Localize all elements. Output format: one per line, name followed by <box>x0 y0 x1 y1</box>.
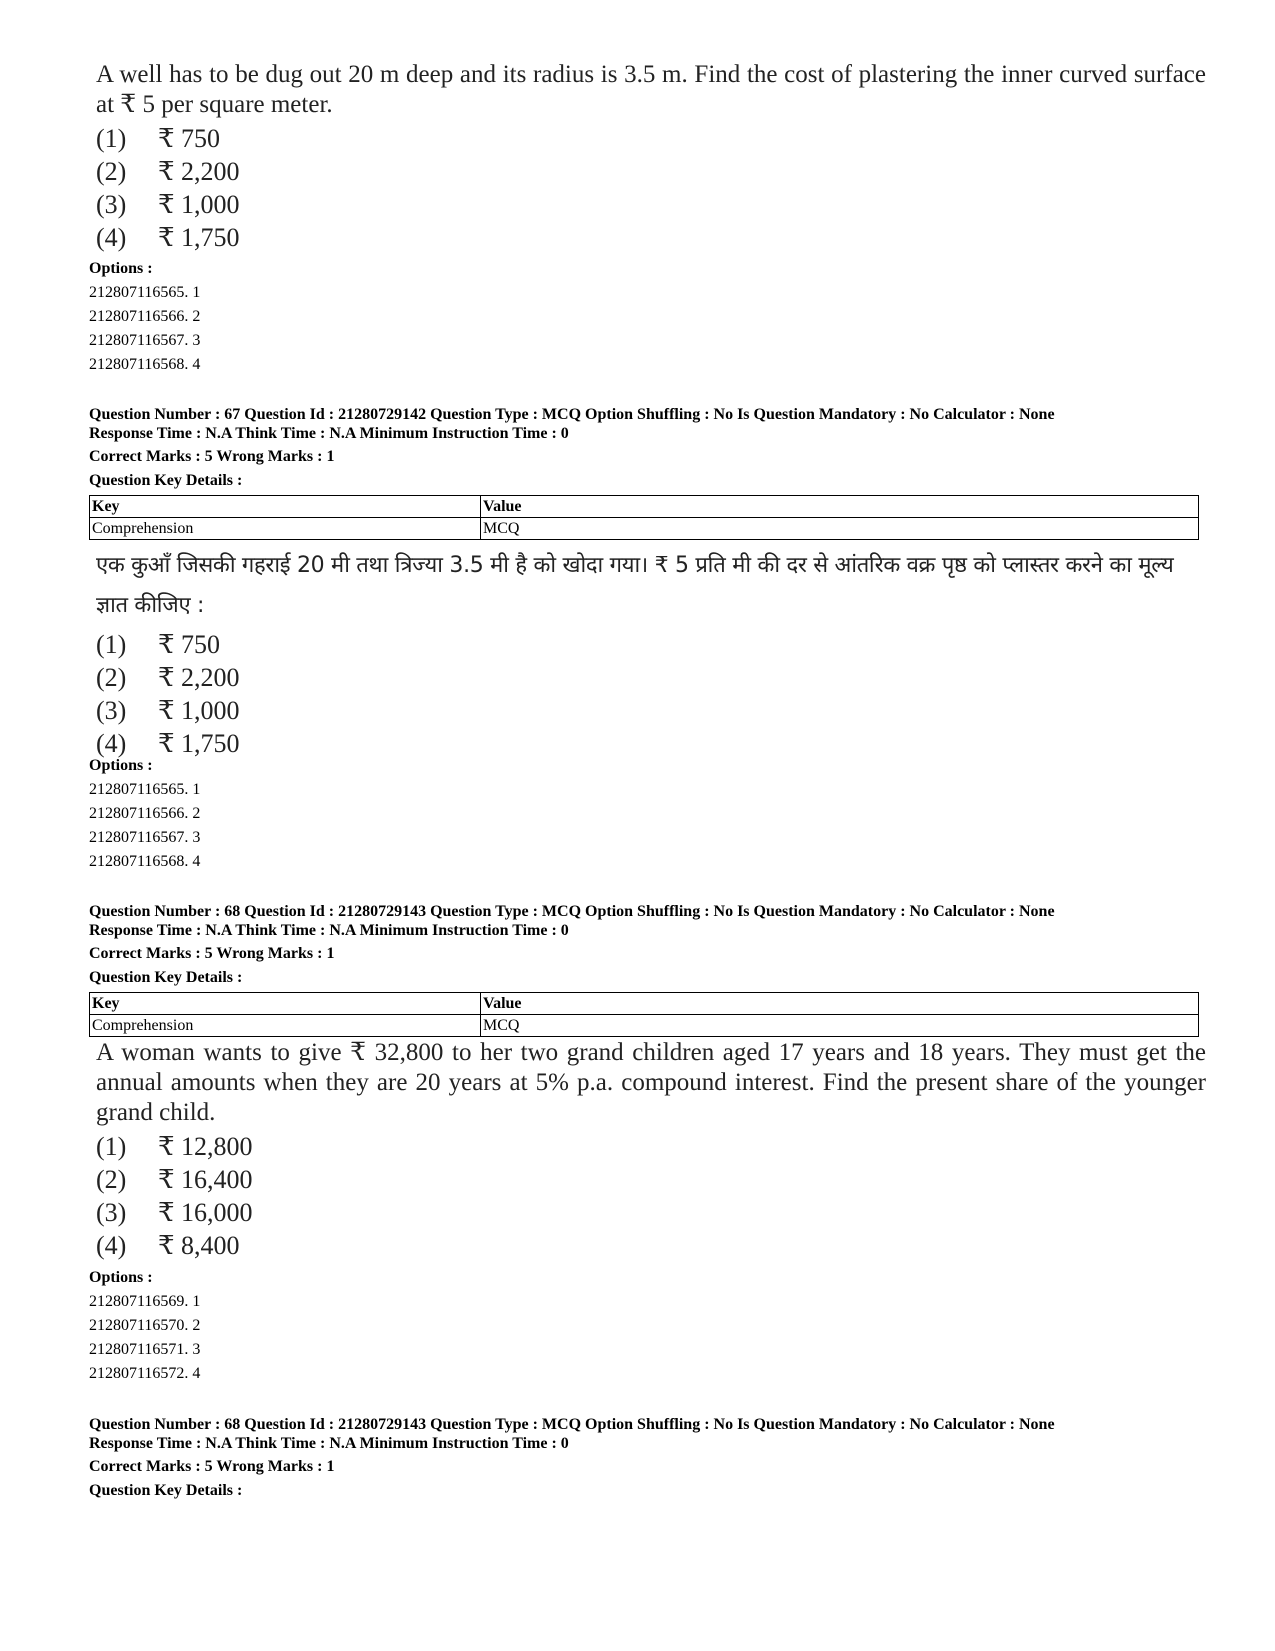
question-header-line: Question Number : 68 Question Id : 21280729143 Question Type : MCQ Option Shuffling : No Is Question Mandatory : No Calculator : None <box>89 903 1055 920</box>
question-68-english-block <box>96 1038 1206 1262</box>
choice-list <box>96 122 1206 254</box>
choice-item <box>96 155 1206 188</box>
question-68-header <box>89 902 1199 1037</box>
choice-value: ₹ 750 <box>158 124 221 153</box>
question-header-line: Question Number : 67 Question Id : 21280729142 Question Type : MCQ Option Shuffling : No Is Question Mandatory : No Calculator : None <box>89 406 1055 423</box>
choice-value: ₹ 2,200 <box>158 157 240 186</box>
table-cell-key: Comprehension <box>90 518 481 540</box>
choice-number: (1) <box>96 124 127 153</box>
options-label: Options : <box>89 260 153 277</box>
choice-number: (2) <box>96 1165 127 1194</box>
choice-number: (2) <box>96 157 127 186</box>
options-block <box>89 1266 1199 1386</box>
marks-line: Correct Marks : 5 Wrong Marks : 1 <box>89 1458 335 1475</box>
question-text: एक कुआँ जिसकी गहराई 20 मी तथा त्रिज्या 3.5 मी है को खोदा गया। ₹ 5 प्रति मी की दर से आंतरिक वक्र पृष्ठ को प्लास्तर करने का मूल्य ज्ञात कीजिए : <box>96 553 1174 618</box>
option-id: 212807116565. 1 <box>89 284 201 301</box>
choice-item <box>96 1163 1206 1196</box>
choice-item <box>96 1229 1206 1262</box>
question-text: A well has to be dug out 20 m deep and its radius is 3.5 m. Find the cost of plastering the inner curved surface at ₹ 5 per square meter. <box>96 61 1206 118</box>
option-id: 212807116567. 3 <box>89 829 201 846</box>
options-label: Options : <box>89 1269 153 1286</box>
choice-number: (4) <box>96 223 127 252</box>
table-cell-value: MCQ <box>481 518 1199 540</box>
choice-item <box>96 1130 1206 1163</box>
option-id: 212807116572. 4 <box>89 1365 201 1382</box>
choice-number: (4) <box>96 1231 127 1260</box>
choice-value: ₹ 12,800 <box>158 1132 253 1161</box>
option-id: 212807116568. 4 <box>89 356 201 373</box>
question-66-english-block <box>96 60 1206 254</box>
table-header-key: Key <box>90 993 481 1015</box>
option-id: 212807116571. 3 <box>89 1341 201 1358</box>
option-id: 212807116570. 2 <box>89 1317 201 1334</box>
question-header-line: Response Time : N.A Think Time : N.A Minimum Instruction Time : 0 <box>89 922 569 939</box>
choice-value: ₹ 750 <box>158 630 221 659</box>
choice-item <box>96 1196 1206 1229</box>
option-id: 212807116565. 1 <box>89 781 201 798</box>
choice-item <box>96 628 1206 661</box>
marks-line: Correct Marks : 5 Wrong Marks : 1 <box>89 448 335 465</box>
choice-value: ₹ 16,400 <box>158 1165 253 1194</box>
option-id: 212807116566. 2 <box>89 805 201 822</box>
question-67-header <box>89 405 1199 540</box>
table-header-value: Value <box>481 993 1199 1015</box>
choice-item <box>96 122 1206 155</box>
option-id: 212807116568. 4 <box>89 853 201 870</box>
choice-value: ₹ 16,000 <box>158 1198 253 1227</box>
table-cell-key: Comprehension <box>90 1015 481 1037</box>
option-id: 212807116566. 2 <box>89 308 201 325</box>
question-header-line: Response Time : N.A Think Time : N.A Minimum Instruction Time : 0 <box>89 425 569 442</box>
choice-number: (4) <box>96 729 127 758</box>
question-header-line: Response Time : N.A Think Time : N.A Minimum Instruction Time : 0 <box>89 1435 569 1452</box>
table-header-key: Key <box>90 496 481 518</box>
choice-number: (3) <box>96 1198 127 1227</box>
table-header-value: Value <box>481 496 1199 518</box>
choice-item <box>96 221 1206 254</box>
choice-value: ₹ 1,750 <box>158 729 240 758</box>
key-details-label: Question Key Details : <box>89 1482 243 1499</box>
option-id: 212807116569. 1 <box>89 1293 201 1310</box>
question-text: A woman wants to give ₹ 32,800 to her two grand children aged 17 years and 18 years. They must get the annual amounts when they are 20 years at 5% p.a. compound interest. Find the present share of the younger grand child. <box>96 1039 1206 1126</box>
choice-value: ₹ 1,000 <box>158 190 240 219</box>
option-id: 212807116567. 3 <box>89 332 201 349</box>
choice-list <box>96 628 1206 760</box>
choice-item <box>96 694 1206 727</box>
options-block <box>89 257 1199 377</box>
choice-value: ₹ 2,200 <box>158 663 240 692</box>
choice-number: (3) <box>96 696 127 725</box>
choice-item <box>96 188 1206 221</box>
choice-value: ₹ 1,000 <box>158 696 240 725</box>
choice-number: (2) <box>96 663 127 692</box>
choice-item <box>96 661 1206 694</box>
marks-line: Correct Marks : 5 Wrong Marks : 1 <box>89 945 335 962</box>
key-details-table <box>89 495 1199 540</box>
choice-number: (1) <box>96 630 127 659</box>
question-header-line: Question Number : 68 Question Id : 21280729143 Question Type : MCQ Option Shuffling : No Is Question Mandatory : No Calculator : None <box>89 1416 1055 1433</box>
key-details-label: Question Key Details : <box>89 969 243 986</box>
options-block <box>89 754 1199 874</box>
question-68-hindi-header <box>89 1415 1199 1503</box>
choice-value: ₹ 1,750 <box>158 223 240 252</box>
table-cell-value: MCQ <box>481 1015 1199 1037</box>
key-details-table <box>89 992 1199 1037</box>
choice-list <box>96 1130 1206 1262</box>
question-67-hindi-block <box>96 546 1206 760</box>
options-label: Options : <box>89 757 153 774</box>
key-details-label: Question Key Details : <box>89 472 243 489</box>
choice-number: (1) <box>96 1132 127 1161</box>
choice-value: ₹ 8,400 <box>158 1231 240 1260</box>
choice-number: (3) <box>96 190 127 219</box>
